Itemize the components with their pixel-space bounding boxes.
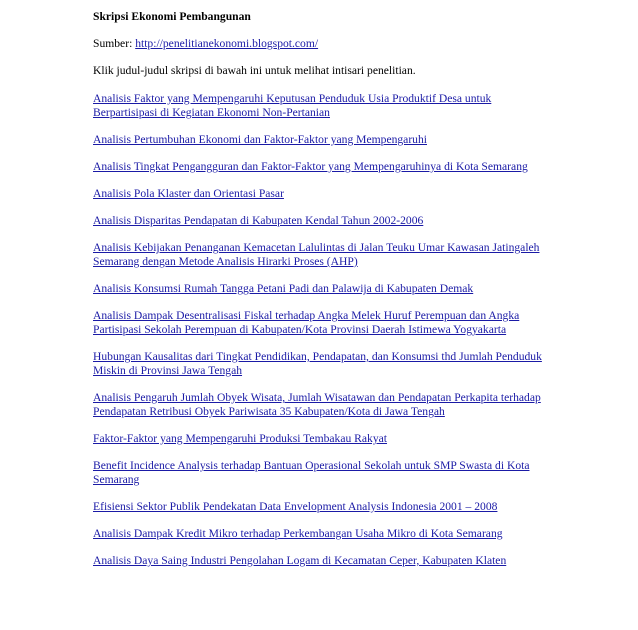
thesis-link[interactable]: Faktor-Faktor yang Mempengaruhi Produksi Tembakau Rakyat <box>93 432 388 445</box>
list-item <box>93 133 553 147</box>
list-item <box>93 160 553 174</box>
list-item <box>93 187 553 201</box>
list-item <box>93 554 553 568</box>
list-item <box>93 432 553 446</box>
list-item <box>93 391 553 419</box>
list-item <box>93 309 553 337</box>
document-title: Skripsi Ekonomi Pembangunan <box>93 10 251 23</box>
list-item <box>93 527 553 541</box>
list-item <box>93 350 553 378</box>
list-item <box>93 500 553 514</box>
thesis-link[interactable]: Efisiensi Sektor Publik Pendekatan Data Envelopment Analysis Indonesia 2001 – 2008 <box>93 500 498 513</box>
thesis-link[interactable]: Analisis Pertumbuhan Ekonomi dan Faktor-Faktor yang Mempengaruhi <box>93 133 427 146</box>
source-link[interactable]: http://penelitianekonomi.blogspot.com/ <box>135 37 319 50</box>
thesis-link[interactable]: Analisis Kebijakan Penanganan Kemacetan Lalulintas di Jalan Teuku Umar Kawasan Jatingaleh Semarang dengan Metode Analisis Hirarki Proses (AHP) <box>93 241 540 268</box>
thesis-link[interactable]: Hubungan Kausalitas dari Tingkat Pendidikan, Pendapatan, dan Konsumsi thd Jumlah Penduduk Miskin di Provinsi Jawa Tengah <box>93 350 542 377</box>
list-item <box>93 214 553 228</box>
thesis-link[interactable]: Analisis Tingkat Pengangguran dan Faktor-Faktor yang Mempengaruhinya di Kota Semarang <box>93 160 528 173</box>
list-item <box>93 459 553 487</box>
source-line <box>93 37 553 51</box>
list-item <box>93 241 553 269</box>
thesis-list <box>93 92 553 568</box>
thesis-link[interactable]: Benefit Incidence Analysis terhadap Bantuan Operasional Sekolah untuk SMP Swasta di Kota Semarang <box>93 459 530 486</box>
thesis-link[interactable]: Analisis Daya Saing Industri Pengolahan Logam di Kecamatan Ceper, Kabupaten Klaten <box>93 554 507 567</box>
source-label: Sumber: <box>93 37 136 50</box>
thesis-link[interactable]: Analisis Konsumsi Rumah Tangga Petani Padi dan Palawija di Kabupaten Demak <box>93 282 474 295</box>
intro-text: Klik judul-judul skripsi di bawah ini untuk melihat intisari penelitian. <box>93 64 416 77</box>
thesis-link[interactable]: Analisis Disparitas Pendapatan di Kabupaten Kendal Tahun 2002-2006 <box>93 214 424 227</box>
thesis-link[interactable]: Analisis Dampak Desentralisasi Fiskal terhadap Angka Melek Huruf Perempuan dan Angka Partisipasi Sekolah Perempuan di Kabupaten/Kota Provinsi Daerah Istimewa Yogyakarta <box>93 309 520 336</box>
list-item <box>93 92 553 120</box>
document-page <box>93 10 553 581</box>
thesis-link[interactable]: Analisis Faktor yang Mempengaruhi Keputusan Penduduk Usia Produktif Desa untuk Berpartisipasi di Kegiatan Ekonomi Non-Pertanian <box>93 92 492 119</box>
list-item <box>93 282 553 296</box>
thesis-link[interactable]: Analisis Pola Klaster dan Orientasi Pasar <box>93 187 284 200</box>
thesis-link[interactable]: Analisis Dampak Kredit Mikro terhadap Perkembangan Usaha Mikro di Kota Semarang <box>93 527 503 540</box>
thesis-link[interactable]: Analisis Pengaruh Jumlah Obyek Wisata, Jumlah Wisatawan dan Pendapatan Perkapita terhadap Pendapatan Retribusi Obyek Pariwisata 35 Kabupaten/Kota di Jawa Tengah <box>93 391 541 418</box>
